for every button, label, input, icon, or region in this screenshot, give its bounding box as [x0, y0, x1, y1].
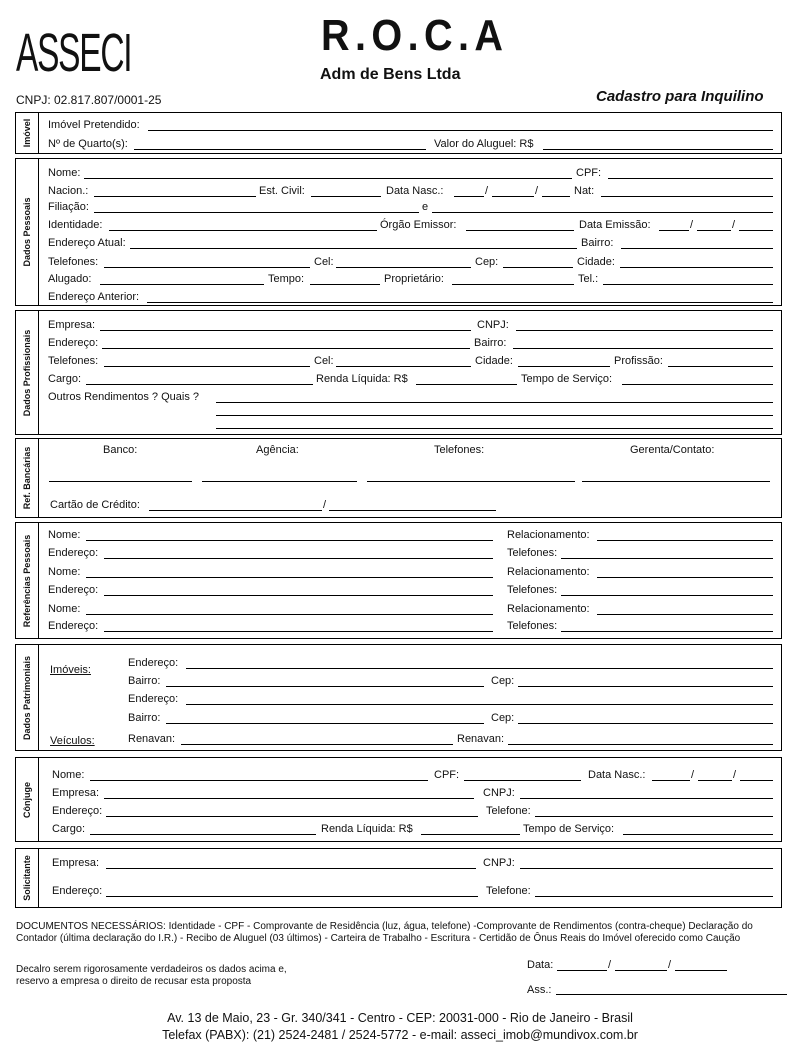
data-nasc-mes[interactable] [492, 196, 534, 197]
veiculos-label: Veículos: [50, 735, 95, 747]
telefones-label: Telefones: [48, 355, 99, 367]
section-label: Referências Pessoais [16, 523, 39, 638]
proprietario-label: Proprietário: [384, 273, 444, 285]
filiacao-mae-field[interactable] [432, 212, 773, 213]
cidade-field[interactable] [620, 267, 773, 268]
section-ref-bancarias: Ref. Bancárias Banco: Agência: Telefones: Gerenta/Contato: Cartão de Crédito: / [15, 438, 782, 518]
solicitante-empresa-field[interactable] [106, 868, 476, 869]
conjuge-data-nasc-ano[interactable] [740, 780, 773, 781]
ref1-telefones-label: Telefones: [507, 547, 558, 559]
cel-field[interactable] [336, 366, 471, 367]
assinatura-field[interactable] [556, 994, 787, 995]
data-nasc-dia[interactable] [454, 196, 484, 197]
data-label: Data: [527, 959, 554, 971]
ref3-endereco-label: Endereço: [48, 620, 99, 632]
nome-field[interactable] [84, 178, 572, 179]
imovel-pretendido-field[interactable] [148, 130, 773, 131]
data-emissao-ano[interactable] [739, 230, 773, 231]
telefones-label: Telefones: [434, 444, 485, 456]
section-referencias-pessoais [15, 522, 782, 639]
ref2-nome-field[interactable] [86, 577, 493, 578]
imovel2-endereco-label: Endereço: [128, 693, 179, 705]
data-dia-field[interactable] [557, 970, 607, 971]
orgao-emissor-field[interactable] [466, 230, 574, 231]
tempo-field[interactable] [310, 284, 380, 285]
cpf-label: CPF: [576, 167, 602, 179]
banco-field[interactable] [49, 481, 192, 482]
ref3-endereco-field[interactable] [104, 631, 493, 632]
alugado-field[interactable] [100, 284, 264, 285]
data-nasc-ano[interactable] [542, 196, 570, 197]
ref3-telefones-label: Telefones: [507, 620, 558, 632]
filiacao-pai-field[interactable] [94, 212, 419, 213]
veiculo1-renavan-label: Renavan: [128, 733, 176, 745]
cpf-field[interactable] [608, 178, 773, 179]
section-solicitante [15, 848, 782, 908]
data-emissao-mes[interactable] [697, 230, 731, 231]
endereco-anterior-label: Endereço Anterior: [48, 291, 140, 303]
endereco-anterior-field[interactable] [147, 302, 773, 303]
telefones-field[interactable] [104, 366, 310, 367]
solicitante-endereco-label: Endereço: [52, 885, 103, 897]
conjuge-cargo-field[interactable] [90, 834, 316, 835]
section-label: Ref. Bancárias [16, 439, 39, 517]
conjuge-telefone-label: Telefone: [486, 805, 531, 817]
ref1-endereco-label: Endereço: [48, 547, 99, 559]
cargo-label: Cargo: [48, 373, 82, 385]
declaracao: Decalro serem rigorosamente verdadeiros os dados acima e, reservo a empresa o direito de recusar esta proposta [16, 964, 287, 987]
asseci-logo: ASSECI [16, 23, 132, 83]
bairro-label: Bairro: [581, 237, 614, 249]
ref3-nome-label: Nome: [48, 603, 81, 615]
section-label: Dados Profissionais [16, 311, 39, 434]
section-label: Solicitante [16, 849, 39, 907]
conjuge-data-nasc-label: Data Nasc.: [588, 769, 646, 781]
section-label: Dados Patrimoniais [16, 645, 39, 750]
ref2-endereco-label: Endereço: [48, 584, 99, 596]
profissao-label: Profissão: [614, 355, 663, 367]
nat-label: Nat: [574, 185, 595, 197]
tel-label: Tel.: [578, 273, 599, 285]
nome-label: Nome: [48, 167, 81, 179]
telefones-label: Telefones: [48, 256, 99, 268]
filiacao-e: e [422, 201, 429, 213]
ref1-telefones-field[interactable] [561, 558, 773, 559]
conjuge-tempo-servico-field[interactable] [623, 834, 773, 835]
endereco-label: Endereço: [48, 337, 99, 349]
ref3-relacionamento-field[interactable] [597, 614, 773, 615]
ref1-nome-label: Nome: [48, 529, 81, 541]
cnpj-field[interactable] [516, 330, 773, 331]
bairro-field[interactable] [621, 248, 773, 249]
solicitante-cnpj-label: CNPJ: [483, 857, 515, 869]
data-emissao-label: Data Emissão: [579, 219, 651, 231]
cidade-label: Cidade: [577, 256, 615, 268]
outros-rendimentos-field-3[interactable] [216, 428, 773, 429]
ref2-relacionamento-label: Relacionamento: [507, 566, 590, 578]
roca-company-name: Adm de Bens Ltda [320, 66, 461, 83]
identidade-label: Identidade: [48, 219, 103, 231]
ref1-endereco-field[interactable] [104, 558, 493, 559]
conjuge-nome-field[interactable] [90, 780, 428, 781]
bairro-field[interactable] [513, 348, 773, 349]
conjuge-endereco-field[interactable] [106, 816, 478, 817]
solicitante-empresa-label: Empresa: [52, 857, 100, 869]
telefones-field[interactable] [104, 267, 310, 268]
banco-label: Banco: [103, 444, 138, 456]
cartao-field-1[interactable] [149, 510, 322, 511]
ref2-telefones-label: Telefones: [507, 584, 558, 596]
tel-field[interactable] [603, 284, 773, 285]
conjuge-cpf-label: CPF: [434, 769, 460, 781]
cel-field[interactable] [336, 267, 471, 268]
ref1-relacionamento-field[interactable] [597, 540, 773, 541]
empresa-label: Empresa: [48, 319, 96, 331]
imovel1-bairro-label: Bairro: [128, 675, 161, 687]
imovel2-bairro-label: Bairro: [128, 712, 161, 724]
ref2-relacionamento-field[interactable] [597, 577, 773, 578]
cep-label: Cep: [475, 256, 499, 268]
imovel1-endereco-field[interactable] [186, 668, 773, 669]
cidade-label: Cidade: [475, 355, 513, 367]
ref3-relacionamento-label: Relacionamento: [507, 603, 590, 615]
section-label: Cônjuge [16, 758, 39, 841]
cep-field[interactable] [503, 267, 573, 268]
section-imovel [15, 112, 782, 154]
quartos-field[interactable] [134, 149, 426, 150]
conjuge-data-nasc-mes[interactable] [698, 780, 732, 781]
ref2-telefones-field[interactable] [561, 595, 773, 596]
veiculo1-renavan-field[interactable] [181, 744, 453, 745]
imoveis-label: Imóveis: [50, 664, 91, 676]
solicitante-telefone-field[interactable] [535, 896, 773, 897]
conjuge-cpf-field[interactable] [464, 780, 581, 781]
imovel-pretendido-label: Imóvel Pretendido: [48, 119, 140, 131]
endereco-atual-field[interactable] [130, 248, 577, 249]
data-ano-field[interactable] [675, 970, 727, 971]
conjuge-renda-label: Renda Líquida: R$ [321, 823, 413, 835]
renda-label: Renda Líquida: R$ [316, 373, 408, 385]
data-nasc-label: Data Nasc.: [386, 185, 444, 197]
tempo-label: Tempo: [268, 273, 305, 285]
imovel1-cep-field[interactable] [518, 686, 773, 687]
imovel1-cep-label: Cep: [491, 675, 515, 687]
gerente-field[interactable] [582, 481, 770, 482]
conjuge-nome-label: Nome: [52, 769, 85, 781]
company-cnpj: CNPJ: 02.817.807/0001-25 [16, 93, 162, 107]
empresa-field[interactable] [100, 330, 471, 331]
orgao-emissor-label: Órgão Emissor: [380, 219, 457, 231]
ref3-telefones-field[interactable] [561, 631, 773, 632]
conjuge-telefone-field[interactable] [535, 816, 773, 817]
conjuge-cargo-label: Cargo: [52, 823, 86, 835]
form-title: Cadastro para Inquilino [596, 88, 764, 105]
solicitante-telefone-label: Telefone: [486, 885, 531, 897]
conjuge-cnpj-field[interactable] [520, 798, 773, 799]
proprietario-field[interactable] [452, 284, 574, 285]
conjuge-tempo-servico-label: Tempo de Serviço: [523, 823, 615, 835]
data-emissao-dia[interactable] [659, 230, 689, 231]
est-civil-label: Est. Civil: [259, 185, 305, 197]
quartos-label: Nº de Quarto(s): [48, 138, 128, 150]
section-dados-pessoais: Dados Pessoais Nome: CPF: Nacion.: Est. Civil: Data Nasc.: / / Nat: Filiação: e Identidade: Órgão Emissor: Data Emissão: / / Endereço Atual: Bairro: Telefones: Cel: Cep: Cidade: Alugado: Tempo: Proprietário: Tel.: Endereço Anterior: [15, 158, 782, 306]
conjuge-cnpj-label: CNPJ: [483, 787, 515, 799]
conjuge-empresa-label: Empresa: [52, 787, 100, 799]
cargo-field[interactable] [86, 384, 313, 385]
imovel2-bairro-field[interactable] [166, 723, 484, 724]
imovel2-cep-field[interactable] [518, 723, 773, 724]
cel-label: Cel: [314, 256, 334, 268]
outros-rendimentos-field-1[interactable] [216, 402, 773, 403]
ref1-nome-field[interactable] [86, 540, 493, 541]
agencia-field[interactable] [202, 481, 357, 482]
solicitante-endereco-field[interactable] [106, 896, 478, 897]
conjuge-empresa-field[interactable] [104, 798, 474, 799]
imovel1-bairro-field[interactable] [166, 686, 484, 687]
footer-contact: Telefax (PABX): (21) 2524-2481 / 2524-5772 - e-mail: asseci_imob@mundivox.com.br [162, 1028, 638, 1042]
conjuge-renda-field[interactable] [421, 834, 520, 835]
telefones-field[interactable] [367, 481, 575, 482]
veiculo2-renavan-field[interactable] [508, 744, 773, 745]
nacion-field[interactable] [94, 196, 256, 197]
valor-aluguel-field[interactable] [543, 149, 773, 150]
outros-rendimentos-label: Outros Rendimentos ? Quais ? [48, 391, 200, 403]
ref1-relacionamento-label: Relacionamento: [507, 529, 590, 541]
bairro-label: Bairro: [474, 337, 507, 349]
valor-aluguel-label: Valor do Aluguel: R$ [434, 138, 534, 150]
cnpj-label: CNPJ: [477, 319, 509, 331]
identidade-field[interactable] [109, 230, 377, 231]
nacion-label: Nacion.: [48, 185, 89, 197]
conjuge-data-nasc-dia[interactable] [652, 780, 690, 781]
endereco-field[interactable] [102, 348, 470, 349]
gerente-label: Gerenta/Contato: [630, 444, 715, 456]
cartao-field-2[interactable] [329, 510, 496, 511]
cel-label: Cel: [314, 355, 334, 367]
ass-label: Ass.: [527, 984, 552, 996]
est-civil-field[interactable] [311, 196, 381, 197]
ref2-endereco-field[interactable] [104, 595, 493, 596]
cidade-field[interactable] [518, 366, 610, 367]
ref3-nome-field[interactable] [86, 614, 493, 615]
agencia-label: Agência: [256, 444, 299, 456]
nat-field[interactable] [601, 196, 773, 197]
renda-field[interactable] [416, 384, 517, 385]
section-conjuge: Cônjuge Nome: CPF: Data Nasc.: / / Empresa: CNPJ: Endereço: Telefone: Cargo: Renda Líquida: R$ Tempo de Serviço: [15, 757, 782, 842]
solicitante-cnpj-field[interactable] [520, 868, 773, 869]
tempo-servico-field[interactable] [622, 384, 773, 385]
endereco-atual-label: Endereço Atual: [48, 237, 126, 249]
outros-rendimentos-field-2[interactable] [216, 415, 773, 416]
section-dados-profissionais [15, 310, 782, 435]
section-label: Imóvel [16, 113, 39, 153]
documentos-necessarios: DOCUMENTOS NECESSÁRIOS: Identidade - CPF - Comprovante de Residência (luz, água, telefone) -Comprovante de Rendimentos (contra-cheque) Declaração do Contador (última declaração do I.R.) - Recibo de Aluguel (03 últimos) - Carteira de Trabalho - Escritura - Certidão de Ônus Reais do Imóvel oferecido como Caução [16, 921, 753, 944]
ref2-nome-label: Nome: [48, 566, 81, 578]
data-mes-field[interactable] [615, 970, 667, 971]
alugado-label: Alugado: [48, 273, 92, 285]
cartao-label: Cartão de Crédito: [50, 499, 140, 511]
conjuge-endereco-label: Endereço: [52, 805, 103, 817]
tempo-servico-label: Tempo de Serviço: [521, 373, 613, 385]
profissao-field[interactable] [668, 366, 773, 367]
imovel2-cep-label: Cep: [491, 712, 515, 724]
filiacao-label: Filiação: [48, 201, 89, 213]
footer-address: Av. 13 de Maio, 23 - Gr. 340/341 - Centro - CEP: 20031-000 - Rio de Janeiro - Brasil [167, 1011, 633, 1025]
veiculo2-renavan-label: Renavan: [457, 733, 505, 745]
imovel2-endereco-field[interactable] [186, 704, 773, 705]
roca-logo: R.O.C.A [321, 11, 509, 60]
imovel1-endereco-label: Endereço: [128, 657, 179, 669]
section-dados-patrimoniais [15, 644, 782, 751]
section-label: Dados Pessoais [16, 159, 39, 305]
